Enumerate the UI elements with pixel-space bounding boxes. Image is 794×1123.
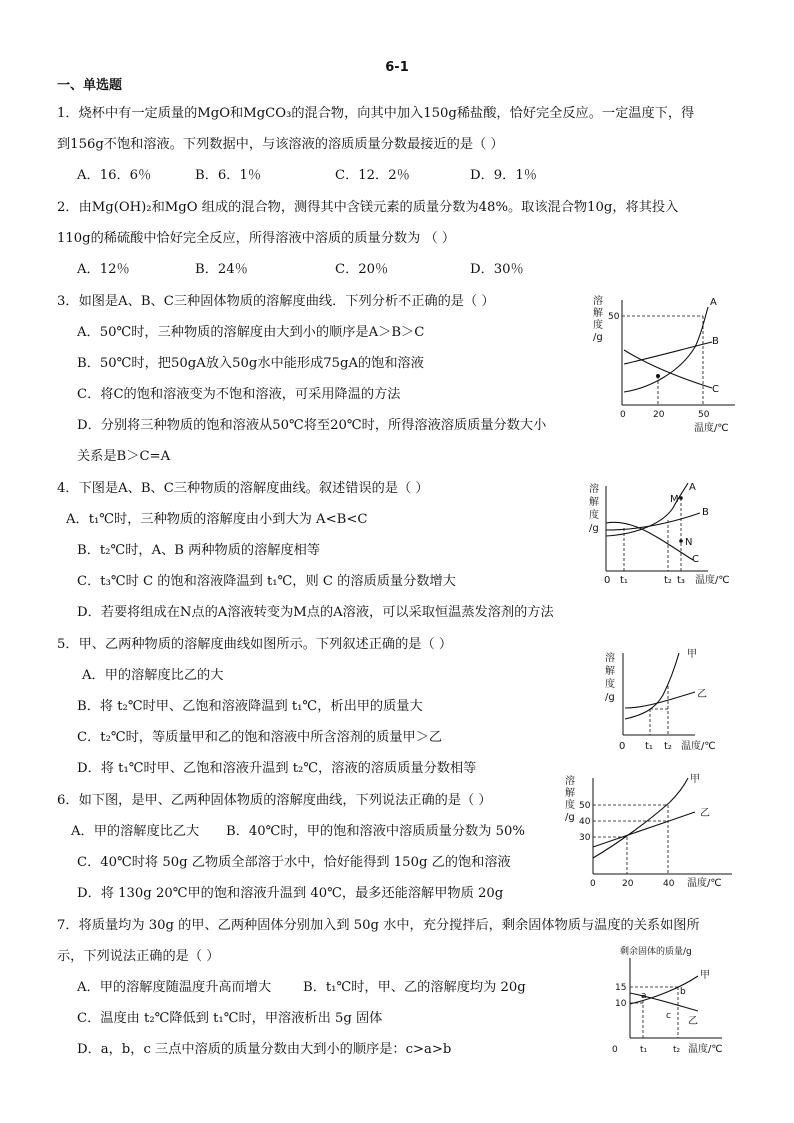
q3-option-d-cont: 关系是B＞C=A bbox=[77, 449, 171, 464]
q1-option-a: A．16．6％ bbox=[77, 168, 152, 183]
q7-point-b: b bbox=[680, 987, 686, 997]
q7-option-b: B．t₁℃时，甲、乙的溶解度均为 20g bbox=[303, 980, 526, 995]
q5-ylabel-1: 溶 bbox=[605, 653, 615, 664]
q4-xtick-0: 0 bbox=[604, 575, 611, 586]
q2-option-b: B．24％ bbox=[195, 262, 248, 277]
q5-option-b: B．将 t₂℃时甲、乙饱和溶液降温到 t₁℃，析出甲的质量大 bbox=[77, 699, 423, 714]
q1-stem-line1: 1．烧杯中有一定质量的MgO和MgCO₃的混合物，向其中加入150g稀盐酸，恰好完全反应。一定温度下，得 bbox=[57, 106, 695, 121]
q4-label-a: A bbox=[689, 482, 696, 493]
q6-ytick-40: 40 bbox=[579, 817, 591, 827]
q3-option-a: A．50℃时，三种物质的溶解度由大到小的顺序是A＞B＞C bbox=[77, 325, 425, 340]
q4-curve-b bbox=[606, 513, 700, 530]
q7-option-a: A．甲的溶解度随温度升高而增大 bbox=[77, 980, 272, 995]
q5-label-yi: 乙 bbox=[697, 689, 707, 700]
q2-stem-line1: 2．由Mg(OH)₂和MgO 组成的混合物，测得其中含镁元素的质量分数为48%。取该混合物10g，将其投入 bbox=[57, 200, 679, 215]
q5-solubility-chart bbox=[603, 645, 733, 757]
q5-xtick-t1: t₁ bbox=[645, 741, 653, 752]
q3-ylabel-1: 溶 bbox=[593, 296, 603, 307]
q6-label-yi: 乙 bbox=[700, 808, 710, 819]
q6-option-c: C．40℃时将 50g 乙物质全部溶于水中，恰好能得到 150g 乙的饱和溶液 bbox=[77, 855, 511, 870]
q3-xtick-20: 20 bbox=[653, 410, 665, 420]
q3-ytick-50: 50 bbox=[608, 312, 620, 322]
q3-ylabel-2: 解 bbox=[593, 308, 603, 319]
q7-label-yi: 乙 bbox=[688, 1016, 698, 1027]
q4-xlabel: 温度/℃ bbox=[695, 575, 730, 586]
q7-option-c: C．温度由 t₂℃降低到 t₁℃时，甲溶液析出 5g 固体 bbox=[77, 1011, 383, 1026]
q3-xtick-50: 50 bbox=[698, 410, 710, 420]
q4-option-a: A．t₁℃时，三种物质的溶解度由小到大为 A<B<C bbox=[66, 512, 368, 527]
q5-option-a: A．甲的溶解度比乙的大 bbox=[82, 668, 224, 683]
q3-option-d: D．分别将三种物质的饱和溶液从50℃将至20℃时，所得溶液溶质质量分数大小 bbox=[77, 418, 547, 433]
q7-stem-line2: 示，下列说法正确的是（ ） bbox=[57, 949, 220, 964]
q6-ylabel-2: 解 bbox=[565, 788, 575, 799]
q6-label-jia: 甲 bbox=[690, 774, 700, 785]
q3-curve-a bbox=[624, 307, 708, 392]
q3-label-c: C bbox=[712, 384, 719, 395]
q7-ytick-15: 15 bbox=[615, 983, 627, 993]
q1-option-d: D．9．1％ bbox=[470, 168, 537, 183]
q6-stem: 6．如下图，是甲、乙两种固体物质的溶解度曲线，下列说法正确的是（ ） bbox=[57, 793, 492, 808]
q3-option-b: B．50℃时，把50gA放入50g水中能形成75gA的饱和溶液 bbox=[77, 356, 424, 371]
section-heading: 一、单选题 bbox=[57, 78, 123, 93]
q3-curve-c bbox=[624, 350, 712, 388]
q4-xtick-t2: t₂ bbox=[664, 575, 672, 586]
q7-residual-solid-chart bbox=[600, 942, 745, 1057]
q2-option-c: C．20％ bbox=[335, 262, 389, 277]
q6-xlabel: 温度/℃ bbox=[687, 878, 722, 889]
q6-ylabel-3: 度 bbox=[565, 800, 575, 811]
q3-ylabel-4: /g bbox=[593, 332, 603, 343]
q7-xtick-0: 0 bbox=[612, 1045, 618, 1055]
q7-ylabel: 剩余固体的质量/g bbox=[620, 947, 692, 957]
q1-option-c: C．12．2％ bbox=[335, 168, 410, 183]
q4-curve-a bbox=[606, 483, 688, 536]
q5-xtick-0: 0 bbox=[619, 741, 626, 752]
q4-label-b: B bbox=[702, 507, 709, 518]
q4-xtick-t1: t₁ bbox=[620, 575, 628, 586]
q6-curve-jia bbox=[593, 778, 688, 858]
q3-label-b: B bbox=[712, 336, 719, 347]
q3-xtick-0: 0 bbox=[620, 410, 626, 420]
q7-xlabel: 温度/℃ bbox=[688, 1044, 723, 1055]
q4-ylabel-2: 解 bbox=[589, 497, 599, 508]
q7-xtick-t2: t₂ bbox=[673, 1045, 681, 1055]
q6-curve-yi bbox=[593, 812, 695, 847]
q4-solubility-chart bbox=[588, 478, 748, 590]
q3-curve-b bbox=[624, 342, 712, 364]
q4-xtick-t3: t₃ bbox=[677, 575, 685, 586]
q6-solubility-chart bbox=[560, 772, 745, 890]
q5-xtick-t2: t₂ bbox=[664, 741, 672, 752]
q7-point-a: a bbox=[641, 991, 647, 1001]
q6-ytick-50: 50 bbox=[579, 801, 591, 811]
q5-ylabel-3: 度 bbox=[605, 679, 615, 690]
q1-stem-line2: 到156g不饱和溶液。下列数据中，与该溶液的溶质质量分数最接近的是（ ） bbox=[57, 137, 504, 152]
q7-label-jia: 甲 bbox=[700, 970, 710, 981]
q5-ylabel-2: 解 bbox=[605, 666, 615, 677]
q6-xtick-40: 40 bbox=[663, 879, 675, 889]
q3-xlabel: 温度/℃ bbox=[694, 423, 729, 434]
q7-ytick-10: 10 bbox=[615, 999, 627, 1009]
q6-option-a: A．甲的溶解度比乙大 bbox=[71, 824, 200, 839]
q4-option-b: B．t₂℃时，A、B 两种物质的溶解度相等 bbox=[77, 543, 321, 558]
q4-point-n bbox=[679, 539, 683, 543]
q3-solubility-chart bbox=[590, 292, 740, 437]
q4-label-c: C bbox=[692, 554, 699, 565]
q2-stem-line2: 110g的稀硫酸中恰好完全反应，所得溶液中溶质的质量分数为 （ ） bbox=[57, 231, 456, 246]
q6-ylabel-1: 溶 bbox=[565, 776, 575, 787]
q4-ylabel-1: 溶 bbox=[589, 484, 599, 495]
q4-stem: 4．下图是A、B、C三种物质的溶解度曲线。叙述错误的是（ ） bbox=[57, 481, 429, 496]
q4-option-d: D．若要将组成在N点的A溶液转变为M点的A溶液，可以采取恒温蒸发溶剂的方法 bbox=[77, 605, 554, 620]
q4-ylabel-4: /g bbox=[589, 523, 599, 534]
q4-label-m: M bbox=[670, 494, 679, 505]
q5-xlabel: 温度/℃ bbox=[681, 741, 716, 752]
q6-xtick-20: 20 bbox=[622, 879, 634, 889]
q4-point-m bbox=[679, 496, 683, 500]
q5-option-c: C．t₂℃时，等质量甲和乙的饱和溶液中所含溶剂的质量甲＞乙 bbox=[77, 730, 443, 745]
q6-option-b: B．40℃时，甲的饱和溶液中溶质质量分数为 50% bbox=[226, 824, 525, 839]
q7-stem-line1: 7．将质量均为 30g 的甲、乙两种固体分别加入到 50g 水中，充分搅拌后，剩余固体物质与温度的关系如图所 bbox=[57, 918, 700, 933]
q3-ylabel-3: 度 bbox=[593, 320, 603, 331]
q5-label-jia: 甲 bbox=[687, 649, 697, 660]
q1-option-b: B．6．1％ bbox=[195, 168, 262, 183]
q7-option-d: D．a，b，c 三点中溶质的质量分数由大到小的顺序是：c>a>b bbox=[77, 1042, 452, 1057]
q6-ylabel-4: /g bbox=[565, 812, 575, 823]
q5-stem: 5．甲、乙两种物质的溶解度曲线如图所示。下列叙述正确的是（ ） bbox=[57, 637, 453, 652]
page-title: 6-1 bbox=[385, 60, 409, 75]
q7-xtick-t1: t₁ bbox=[640, 1045, 648, 1055]
q7-point-c: c bbox=[666, 1011, 671, 1021]
q5-ylabel-4: /g bbox=[605, 692, 615, 703]
q5-option-d: D．将 t₁℃时甲、乙饱和溶液升温到 t₂℃，溶液的溶质质量分数相等 bbox=[77, 761, 477, 776]
q2-option-d: D．30％ bbox=[470, 262, 524, 277]
q6-xtick-0: 0 bbox=[590, 879, 596, 889]
q3-intersection-point bbox=[656, 374, 660, 378]
q3-label-a: A bbox=[710, 297, 717, 308]
q4-label-n: N bbox=[685, 537, 693, 548]
q3-stem: 3．如图是A、B、C三种固体物质的溶解度曲线．下列分析不正确的是（ ） bbox=[57, 294, 495, 309]
q4-option-c: C．t₃℃时 C 的饱和溶液降温到 t₁℃，则 C 的溶质质量分数增大 bbox=[77, 574, 456, 589]
q2-option-a: A．12％ bbox=[77, 262, 130, 277]
q6-option-d: D．将 130g 20℃甲的饱和溶液升温到 40℃，最多还能溶解甲物质 20g bbox=[77, 886, 504, 901]
q4-ylabel-3: 度 bbox=[589, 510, 599, 521]
q6-ytick-30: 30 bbox=[579, 833, 591, 843]
q3-option-c: C．将C的饱和溶液变为不饱和溶液，可采用降温的方法 bbox=[77, 387, 401, 402]
